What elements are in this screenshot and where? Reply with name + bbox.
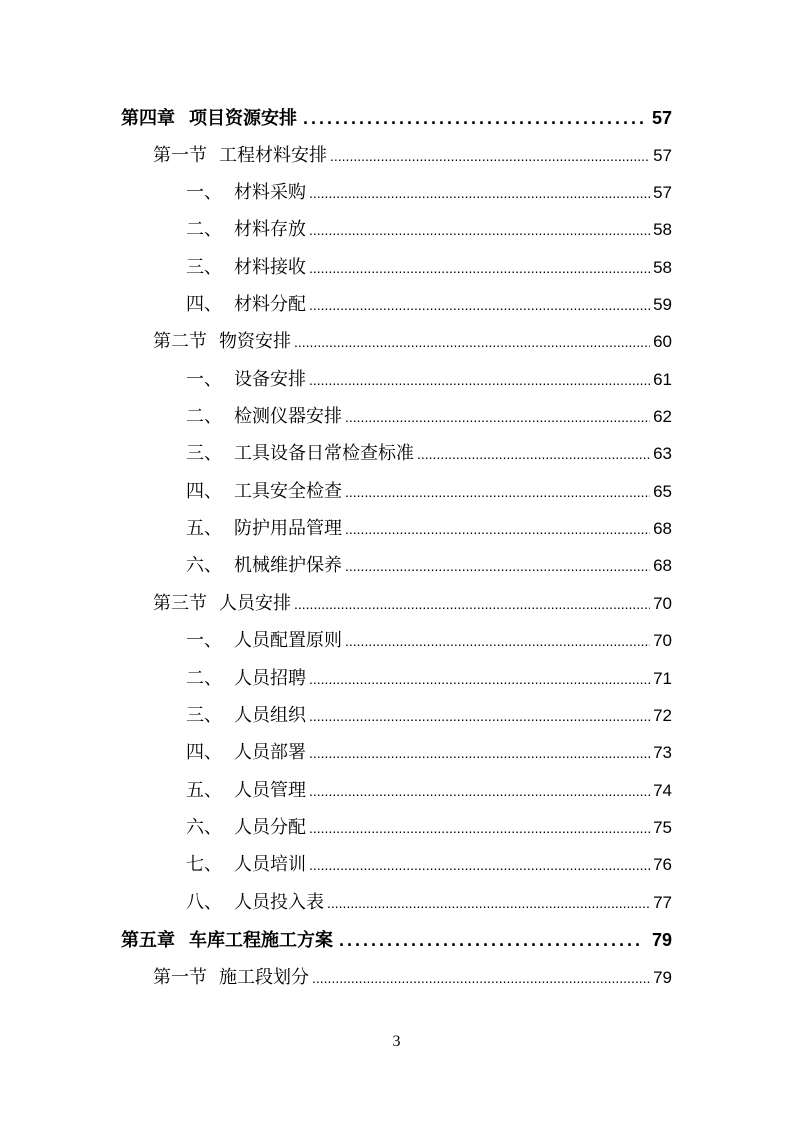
toc-entry-title: 一、 人员配置原则 bbox=[186, 630, 342, 651]
toc-page-number: 57 bbox=[653, 146, 672, 165]
toc-entry-chapter[interactable] bbox=[121, 927, 672, 953]
toc-entry-title: 第五章 车库工程施工方案 bbox=[121, 930, 333, 951]
toc-entry-item[interactable] bbox=[186, 441, 672, 467]
toc-entry-title: 一、 材料采购 bbox=[186, 182, 306, 203]
dot-leader bbox=[339, 927, 644, 953]
toc-page-number: 68 bbox=[653, 519, 672, 538]
toc-page-number: 70 bbox=[653, 631, 672, 650]
toc-entry-item[interactable] bbox=[186, 666, 672, 692]
toc-entry-title: 第一节 工程材料安排 bbox=[153, 145, 327, 166]
toc-entry-item[interactable] bbox=[186, 703, 672, 729]
dot-leader bbox=[303, 105, 644, 131]
toc-entry-item[interactable] bbox=[186, 740, 672, 766]
dot-leader bbox=[294, 329, 650, 355]
toc-entry-item[interactable] bbox=[186, 292, 672, 318]
dot-leader bbox=[345, 404, 650, 430]
toc-entry-title: 四、 材料分配 bbox=[186, 294, 306, 315]
toc-entry-item[interactable] bbox=[186, 852, 672, 878]
toc-entry-item[interactable] bbox=[186, 890, 672, 916]
toc-entry-title: 二、 检测仪器安排 bbox=[186, 406, 342, 427]
toc-page-number: 76 bbox=[653, 855, 672, 874]
dot-leader bbox=[309, 740, 650, 766]
dot-leader bbox=[309, 217, 650, 243]
toc-page-number: 70 bbox=[653, 594, 672, 613]
toc-entry-item[interactable] bbox=[186, 778, 672, 804]
toc-page-number: 72 bbox=[653, 706, 672, 725]
toc-page-number: 71 bbox=[653, 669, 672, 688]
dot-leader bbox=[327, 890, 650, 916]
toc-entry-title: 六、 人员分配 bbox=[186, 817, 306, 838]
toc-page-number: 57 bbox=[651, 108, 672, 128]
dot-leader bbox=[309, 367, 650, 393]
toc-entry-title: 三、 材料接收 bbox=[186, 257, 306, 278]
toc-page-number: 62 bbox=[653, 407, 672, 426]
toc-entry-chapter[interactable] bbox=[121, 105, 672, 131]
toc-entry-section[interactable] bbox=[153, 329, 672, 355]
dot-leader bbox=[312, 965, 650, 991]
toc-page-number: 58 bbox=[653, 220, 672, 239]
toc-entry-title: 五、 人员管理 bbox=[186, 780, 306, 801]
toc-entry-item[interactable] bbox=[186, 180, 672, 206]
dot-leader bbox=[309, 852, 650, 878]
dot-leader bbox=[309, 180, 650, 206]
dot-leader bbox=[417, 441, 650, 467]
toc-page-number: 77 bbox=[653, 893, 672, 912]
toc-entry-item[interactable] bbox=[186, 404, 672, 430]
toc-entry-section[interactable] bbox=[153, 143, 672, 169]
toc-page-number: 75 bbox=[653, 818, 672, 837]
toc-entry-section[interactable] bbox=[153, 965, 672, 991]
toc-entry-title: 一、 设备安排 bbox=[186, 369, 306, 390]
dot-leader bbox=[309, 255, 650, 281]
toc-entry-title: 六、 机械维护保养 bbox=[186, 555, 342, 576]
toc-entry-item[interactable] bbox=[186, 628, 672, 654]
dot-leader bbox=[345, 553, 650, 579]
toc-entry-title: 第一节 施工段划分 bbox=[153, 967, 309, 988]
toc-entry-item[interactable] bbox=[186, 255, 672, 281]
toc-page-number: 79 bbox=[653, 968, 672, 987]
toc-entry-item[interactable] bbox=[186, 217, 672, 243]
toc-entry-title: 七、 人员培训 bbox=[186, 854, 306, 875]
toc-page-number: 65 bbox=[653, 482, 672, 501]
toc-entry-item[interactable] bbox=[186, 516, 672, 542]
toc-page-number: 61 bbox=[653, 370, 672, 389]
dot-leader bbox=[345, 479, 650, 505]
toc-entry-title: 八、 人员投入表 bbox=[186, 892, 324, 913]
toc-page-number: 63 bbox=[653, 444, 672, 463]
toc-page-number: 60 bbox=[653, 332, 672, 351]
toc-entry-title: 四、 工具安全检查 bbox=[186, 481, 342, 502]
toc-page-number: 58 bbox=[653, 258, 672, 277]
toc-entry-title: 二、 材料存放 bbox=[186, 219, 306, 240]
dot-leader bbox=[345, 516, 650, 542]
toc-entry-title: 三、 工具设备日常检查标准 bbox=[186, 443, 414, 464]
toc-page-number: 68 bbox=[653, 556, 672, 575]
dot-leader bbox=[309, 666, 650, 692]
toc-entry-item[interactable] bbox=[186, 367, 672, 393]
toc-entry-item[interactable] bbox=[186, 815, 672, 841]
toc-entry-section[interactable] bbox=[153, 591, 672, 617]
toc-entry-title: 三、 人员组织 bbox=[186, 705, 306, 726]
page-number-footer: 3 bbox=[392, 1033, 401, 1050]
toc-page-number: 57 bbox=[653, 183, 672, 202]
toc-page-number: 73 bbox=[653, 743, 672, 762]
toc-entry-title: 二、 人员招聘 bbox=[186, 668, 306, 689]
toc-entry-title: 第三节 人员安排 bbox=[153, 593, 291, 614]
toc-entry-title: 第二节 物资安排 bbox=[153, 331, 291, 352]
dot-leader bbox=[294, 591, 650, 617]
dot-leader bbox=[330, 143, 650, 169]
toc-entry-title: 五、 防护用品管理 bbox=[186, 518, 342, 539]
dot-leader bbox=[309, 292, 650, 318]
toc-page-number: 74 bbox=[653, 781, 672, 800]
toc-entry-title: 四、 人员部署 bbox=[186, 742, 306, 763]
toc-entry-item[interactable] bbox=[186, 553, 672, 579]
dot-leader bbox=[309, 778, 650, 804]
toc-entry-item[interactable] bbox=[186, 479, 672, 505]
toc-page-number: 79 bbox=[651, 930, 672, 950]
toc-page-number: 59 bbox=[653, 295, 672, 314]
dot-leader bbox=[309, 703, 650, 729]
dot-leader bbox=[309, 815, 650, 841]
dot-leader bbox=[345, 628, 650, 654]
toc-entry-title: 第四章 项目资源安排 bbox=[121, 108, 297, 129]
